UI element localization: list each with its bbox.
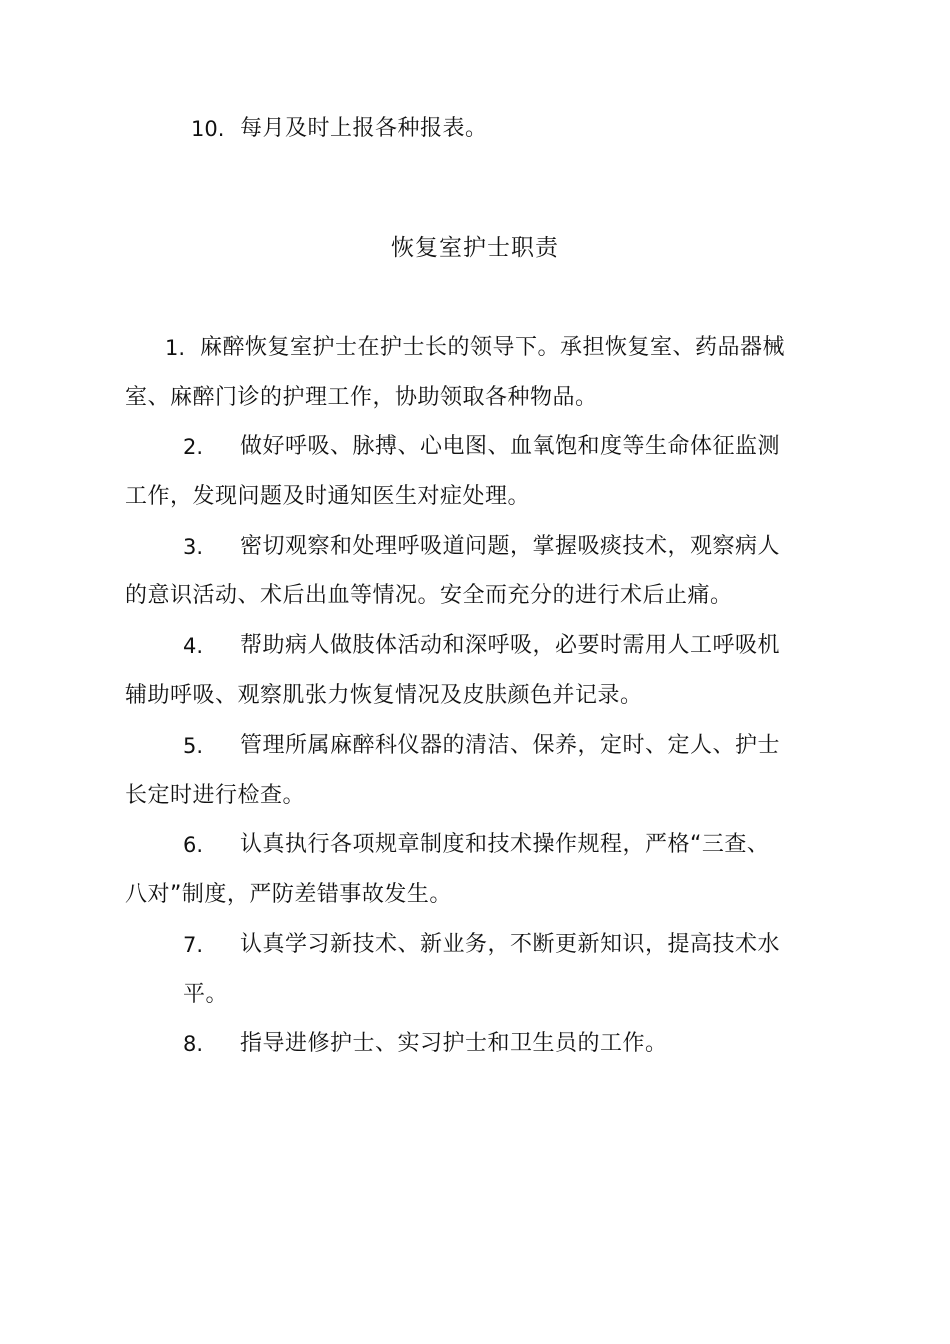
item-5-number: 5. xyxy=(183,734,204,758)
item-2-number: 2. xyxy=(183,435,204,459)
item-4-line2: 辅助呼吸、观察肌张力恢复情况及皮肤颜色并记录。 xyxy=(125,683,643,708)
item-5-line2: 长定时进行检查。 xyxy=(125,783,306,808)
item-8-line1: 指导进修护士、实习护士和卫生员的工作。 xyxy=(240,1031,668,1056)
item-4-line1: 帮助病人做肢体活动和深呼吸，必要时需用人工呼吸机 xyxy=(240,633,781,658)
item-10-number: 10. xyxy=(191,117,225,141)
item-4-number: 4. xyxy=(183,634,204,658)
item-7-number: 7. xyxy=(183,933,204,957)
item-6-line1: 认真执行各项规章制度和技术操作规程，严格“三查、 xyxy=(240,832,770,857)
item-2-line1: 做好呼吸、脉搏、心电图、血氧饱和度等生命体征监测 xyxy=(240,434,781,459)
item-3-line2: 的意识活动、术后出血等情况。安全而充分的进行术后止痛。 xyxy=(125,583,733,608)
item-10-text: 每月及时上报各种报表。 xyxy=(240,116,488,141)
item-1-number: 1. xyxy=(165,336,186,360)
item-3-line1: 密切观察和处理呼吸道问题，掌握吸痰技术，观察病人 xyxy=(240,534,781,559)
item-5-line1: 管理所属麻醉科仪器的清洁、保养，定时、定人、护士 xyxy=(240,733,781,758)
item-6-number: 6. xyxy=(183,833,204,857)
item-2-line2: 工作，发现问题及时通知医生对症处理。 xyxy=(125,484,531,509)
item-1-line2: 室、麻醉门诊的护理工作，协助领取各种物品。 xyxy=(125,385,598,410)
item-7-line2: 平。 xyxy=(183,982,229,1007)
section-title: 恢复室护士职责 xyxy=(391,235,559,261)
item-1-line1: 麻醉恢复室护士在护士长的领导下。承担恢复室、药品器械 xyxy=(200,335,786,360)
item-7-line1: 认真学习新技术、新业务，不断更新知识，提高技术水 xyxy=(240,932,781,957)
item-3-number: 3. xyxy=(183,535,204,559)
item-8-number: 8. xyxy=(183,1032,204,1056)
item-6-line2: 八对”制度，严防差错事故发生。 xyxy=(125,882,452,907)
